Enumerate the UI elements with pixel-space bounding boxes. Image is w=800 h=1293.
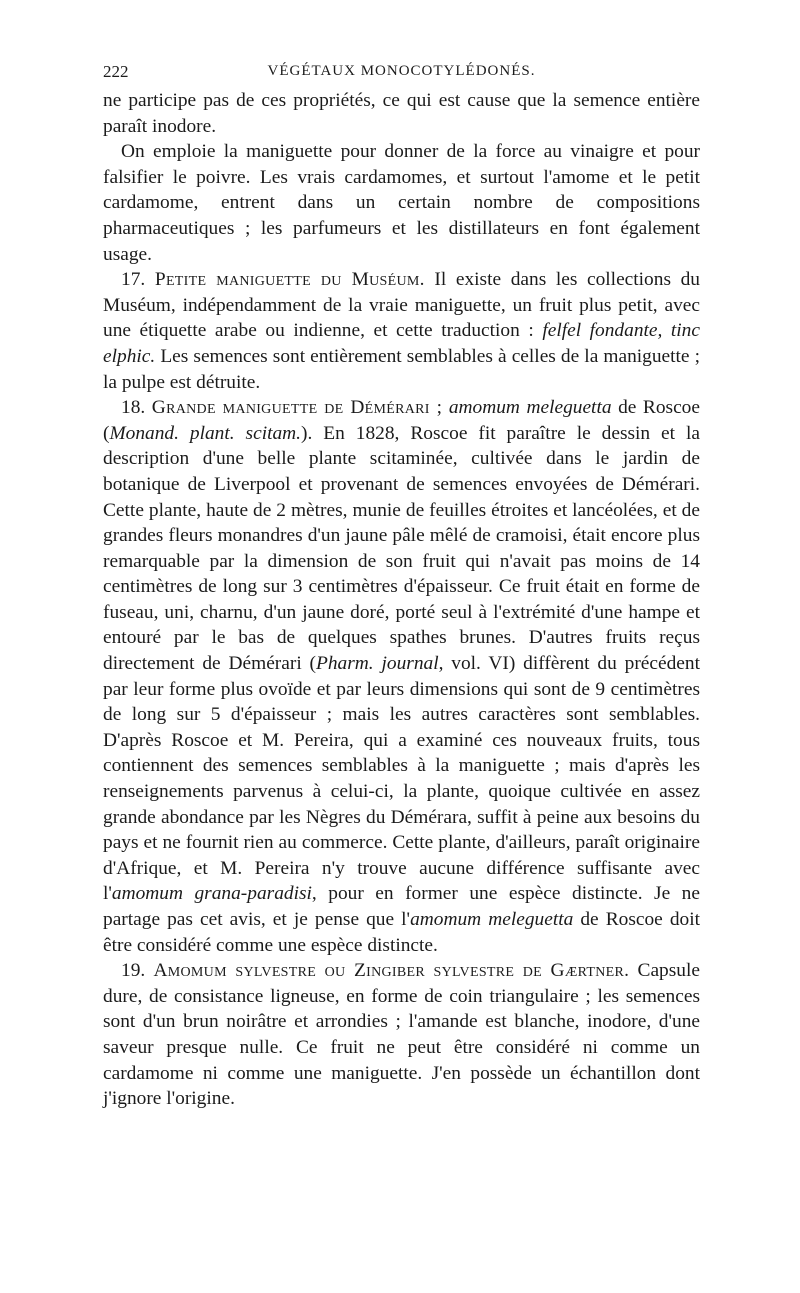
page-number: 222 xyxy=(103,62,129,81)
page-header xyxy=(103,62,700,86)
section-text: , pour en former une espèce distincte. Je ne partage pas cet avis, et je pense que l' xyxy=(103,883,700,930)
italic-text: amomum meleguetta xyxy=(410,909,574,930)
section-number: 18. xyxy=(121,397,146,419)
page-body xyxy=(103,88,700,1112)
section-text: de Roscoe doit être considéré comme une espèce distincte. xyxy=(103,909,701,956)
section-18 xyxy=(103,395,700,958)
italic-text: Pharm. journal xyxy=(316,653,439,675)
section-17 xyxy=(103,267,700,395)
italic-text: felfel fondante, tinc elphic. xyxy=(103,320,700,367)
section-heading: Petite maniguette du Muséum. xyxy=(154,269,425,291)
paragraph-continuation: ne participe pas de ces propriétés, ce qui est cause que la semence entière paraît inodore. xyxy=(103,90,700,137)
section-text: ). En 1828, Roscoe fit paraître le dessin et la description d'une belle plante scitaminée, cultivée dans le jardin de botanique de Liverpool et provenant de semences envoyées de Démérari. Cette plante, haute de 2 mètres, munie de feuilles étroites et lancéolées, et de grandes fleurs monandres d'un jaune pâle mêlé de cramoisi, était encore plus remarquable par la dimension de son fruit qui n'avait pas moins de 14 centimètres de long sur 3 centimètres d'épaisseur. Ce fruit était en forme de fuseau, uni, charnu, d'un jaune doré, porté seul à l'extrémité d'une hampe et entouré par le bas de quelques spathes brunes. D'autres fruits reçus directement de Démérari ( xyxy=(103,422,700,675)
section-text: Les semences sont entièrement semblables à celles de la maniguette ; la pulpe est détruite. xyxy=(103,345,700,393)
section-19 xyxy=(103,958,700,1112)
section-text: Il existe dans les collections du Muséum, indépendamment de la vraie maniguette, un fruit plus petit, avec une étiquette arabe ou indienne, et cette traduction : xyxy=(103,269,700,342)
section-text: , vol. VI) diffèrent du précédent par leur forme plus ovoïde et par leurs dimensions qui sont de 9 centimètres de long sur 5 d'épaisseur ; mais les autres caractères sont semblables. D'après Roscoe et M. Pereira, qui a examiné ces nouveaux fruits, tous contiennent des semences semblables à la maniguette ; mais d'après les renseignements parvenus à celui-ci, la plante, quoique cultivée en assez grande abondance par les Nègres du Démérara, suffit à peine aux besoins du pays et ne fournit rien au commerce. Cette plante, d'ailleurs, paraît originaire d'Afrique, et M. Pereira n'y trouve aucune différence suffisante avec l' xyxy=(103,653,700,905)
italic-text: amomum grana-paradisi xyxy=(111,883,312,905)
section-heading: Amomum sylvestre ou Zingiber sylvestre de Gærtner. xyxy=(153,960,630,982)
italic-text: amomum meleguetta xyxy=(448,397,612,419)
section-text: de Roscoe ( xyxy=(103,397,700,444)
section-number: 19. xyxy=(121,960,146,982)
running-title: VÉGÉTAUX MONOCOTYLÉDONÉS. xyxy=(267,63,536,79)
section-number: 17. xyxy=(121,269,146,291)
italic-text: Monand. plant. scitam. xyxy=(109,422,302,444)
paragraph-uses: On emploie la maniguette pour donner de la force au vinaigre et pour falsifier le poivre. Les vrais cardamomes, et surtout l'amome et le petit cardamome, entrent dans un certain nombre de compositions pharmaceutiques ; les parfumeurs et les distillateurs en font également usage. xyxy=(103,141,700,265)
section-heading: Grande maniguette de Démérari ; xyxy=(151,397,443,419)
section-text: Capsule dure, de consistance ligneuse, en forme de coin triangulaire ; les semences sont d'un brun noirâtre et arrondies ; l'amande est blanche, inodore, d'une saveur presque nulle. Ce fruit ne peut être considéré ni comme un cardamome ni comme une maniguette. J'en possède un échantillon dont j'ignore l'origine. xyxy=(103,960,700,1110)
